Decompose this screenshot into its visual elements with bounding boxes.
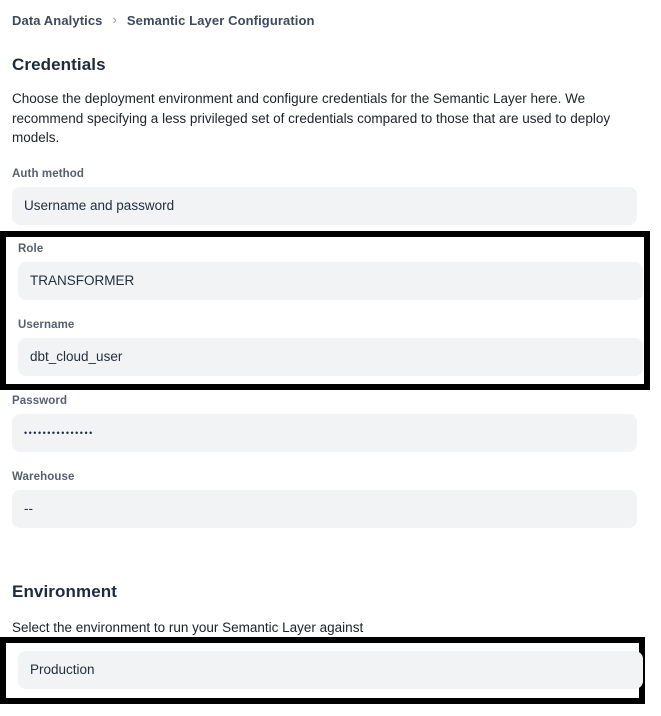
role-input[interactable]: TRANSFORMER <box>18 262 643 300</box>
password-input[interactable] <box>12 414 637 452</box>
breadcrumb-data-analytics[interactable]: Data Analytics <box>12 13 103 28</box>
environment-section-title: Environment <box>12 581 118 601</box>
environment-description: Select the environment to run your Semantic Layer against <box>12 619 364 635</box>
username-label: Username <box>18 318 75 331</box>
auth-method-group <box>12 168 637 225</box>
warehouse-label: Warehouse <box>12 470 75 483</box>
environment-group <box>18 651 632 689</box>
environment-select[interactable]: Production <box>18 651 643 689</box>
password-masked-value: ••••••••••••••• <box>24 427 94 438</box>
password-group <box>12 395 637 452</box>
auth-method-select[interactable]: Username and password <box>12 187 637 225</box>
credentials-description: Choose the deployment environment and configure credentials for the Semantic Layer here. We recommend specifying a less privileged set of credentials compared to those that are used to deploy models. <box>12 91 611 145</box>
annotation-box-environment <box>0 637 645 704</box>
breadcrumb-semantic-layer-configuration[interactable]: Semantic Layer Configuration <box>126 13 315 28</box>
warehouse-group <box>12 471 637 528</box>
role-group <box>18 243 637 300</box>
auth-method-label: Auth method <box>12 167 85 180</box>
password-label: Password <box>12 394 68 407</box>
credentials-section-title: Credentials <box>12 55 106 74</box>
warehouse-input[interactable]: -- <box>12 490 637 528</box>
chevron-right-icon: › <box>112 12 117 27</box>
role-label: Role <box>18 242 44 255</box>
annotation-box-credentials <box>0 231 650 390</box>
username-input[interactable]: dbt_cloud_user <box>18 338 643 376</box>
username-group <box>18 319 637 376</box>
breadcrumb <box>12 13 637 28</box>
